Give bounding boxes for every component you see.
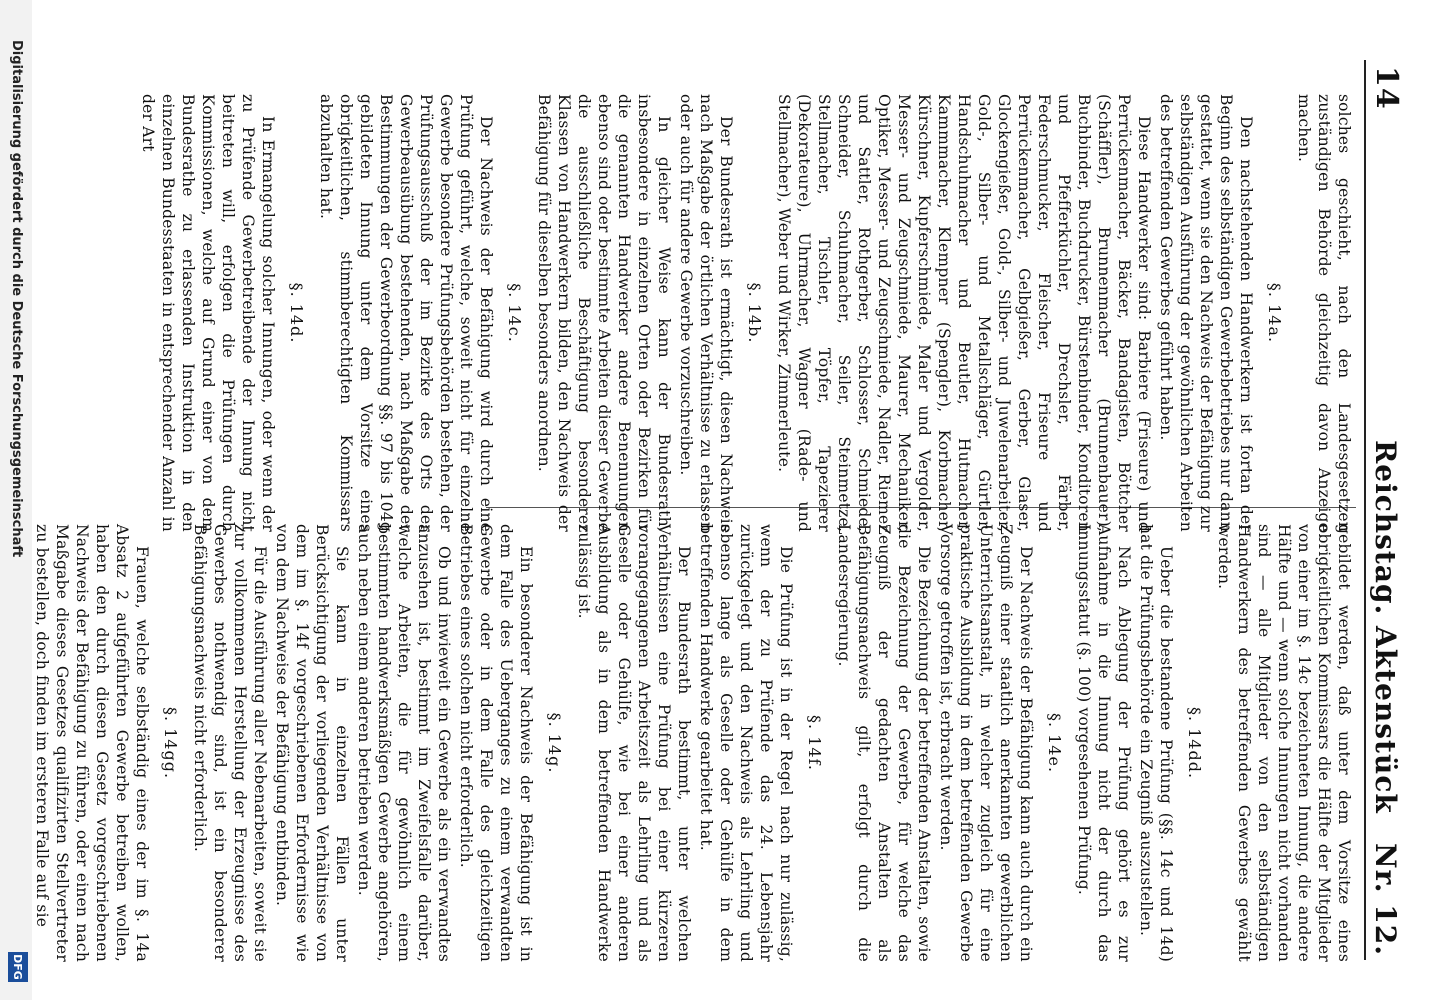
paragraph: Ein besonderer Nachweis der Befähigung ist in dem Falle des Ueberganges zu einem verwandten Gewerbe oder in dem Falle des gleichzeitigen Betriebes eines solchen nicht erforderlich. (457, 524, 535, 962)
page-number: 14 (1369, 66, 1404, 110)
dfg-logo: DFG (8, 952, 28, 982)
paragraph: Ob und inwieweit ein Gewerbe als ein verwandtes anzusehen ist, bestimmt im Zweifelsfalle darüber, welche Arbeiten, die für gewöhnlich einem bestimmten handwerksmäßigen Gewerbe angehören, auch neben einem anderen betrieben werden. (355, 524, 453, 962)
paragraph: gebildet werden, daß unter dem Vorsitze eines obrigkeitlichen Kommissars die Hälfte der Mitglieder von einer im §. 14c bezeichneten Innung, die andere Hälfte und — wenn solche Innungen nicht vorhanden sind — alle Mitglieder von den selbständigen Handwerkern des betreffenden Gewerbes gewählt werden. (1215, 524, 1353, 962)
section-heading: §. 14e. (1045, 712, 1064, 774)
paragraph: Der Bundesrath bestimmt, unter welchen Verhältnissen eine Prüfung bei einer kürzeren vorangegangenen Arbeitszeit als Lehrling und als Geselle oder Gehülfe, wie bei einer anderen Ausbildung als in dem betreffenden Handwerke zulässig ist. (575, 524, 693, 962)
page-title: Reichstag. Aktenstück (1369, 440, 1402, 814)
section-heading: §. 14g. (545, 712, 564, 774)
section-heading: §. 14gg. (161, 706, 180, 780)
section-heading: §. 14a. (1265, 282, 1284, 344)
running-head (1364, 60, 1406, 960)
left-column (136, 94, 1354, 532)
paragraph: Die Bezeichnung der betreffenden Anstalten, sowie die Bezeichnung der Gewerbe, für welche das Zeugniß der gedachten Anstalten als Befähigungsnachweis gilt, erfolgt durch die Landesregierung. (835, 524, 933, 962)
section-heading: §. 14c. (505, 283, 524, 343)
section-heading: §. 14d. (287, 282, 306, 344)
section-heading: §. 14dd. (1185, 706, 1204, 780)
right-column (30, 524, 1354, 962)
paragraph: Frauen, welche selbständig eines der im §. 14a Absatz 2 aufgeführten Gewerbe betreiben wollen, haben den durch diesen Gesetz vorgeschriebenen Nachweis der Befähigung zu führen, oder einen nach Maßgabe dieses Gesetzes qualifizirten Stellvertreter zu bestellen, doch finden im ersteren Falle auf sie (33, 524, 151, 962)
paragraph: Die Prüfung ist in der Regel nach nur zulässig, wenn der zu Prüfende das 24. Lebensjahr zurückgelegt und den Nachweis als Lehrling und ebenso lange als Geselle oder Gehülfe in dem betreffenden Handwerke gearbeitet hat. (697, 524, 795, 962)
paragraph: Der Nachweis der Befähigung kann auch durch ein Zeugniß einer staatlich anerkannten gewerblichen Unterrichtsanstalt, in welcher zugleich für eine praktische Ausbildung in dem betreffenden Gewerbe Vorsorge getroffen ist, erbracht werden. (937, 524, 1035, 962)
issue-number: Nr. 12. (1369, 843, 1402, 956)
paragraph: Sie kann in einzelnen Fällen unter Berücksichtigung der vorliegenden Verhältnisse von dem im §. 14f vorgeschriebenen Erfordernisse wie von dem Nachweise der Befähigung entbinden. (273, 524, 351, 962)
paragraph: Der Nachweis der Befähigung wird durch eine Prüfung geführt, welche, soweit nicht für einzelne Gewerbe besondere Prüfungsbehörden bestehen, der Prüfungsausschuß der im Bezirke des Orts der Gewerbeausübung bestehenden, nach Maßgabe der Bestimmungen der Gewerbeordnung §§. 97 bis 104g gebildeten Innung unter dem Vorsitze eines obrigkeitlichen, stimmberechtigten Kommissars abzuhalten hat. (317, 94, 495, 532)
paragraph: Für die Ausführung aller Nebenarbeiten, soweit sie zur vollkommenen Herstellung der Erzeugnisse des Gewerbes nothwendig sind, ist ein besonderer Befähigungsnachweis nicht erforderlich. (191, 524, 269, 962)
paragraph: In Ermangelung solcher Innungen, oder wenn der zu Prüfende Gewerbetreibende der Innung nicht beitreten will, erfolgen die Prüfungen durch Kommissionen, welche auf Grund einer von dem Bundesrathe zu erlassenden Instruktion in den einzelnen Bundesstaaten in entsprechender Anzahl in der Art (139, 94, 277, 532)
paragraph: Nach Ablegung der Prüfung gehört es zur Aufnahme in die Innung nicht der durch das Innungsstatut (§. 100) vorgesehenen Prüfung. (1075, 524, 1133, 962)
paragraph: solches geschieht, nach den Landesgesetzen zuständigen Behörde gleichzeitig davon Anzeige machen. (1295, 94, 1353, 532)
paragraph: Diese Handwerker sind: Barbiere (Friseure) und Perrückenmacher, Bäcker, Bandagisten, Böttcher (Schäffler), Brunnenmacher (Brunnenbauer), Buchbinder, Buchdrucker, Bürstenbinder, Konditoren und Pfefferküchler, Drechsler, Färber, Federschmucker, Fleischer, Friseure und Perrückenmacher, Gelbgießer, Gerber, Glaser, Glockengießer, Gold-, Silber- und Juwelenarbeiter, Gold-, Silber- und Metallschläger, Gürtler, Handschuhmacher und Beutler, Hutmacher, Kammmacher, Klempner (Spengler), Korbmacher, Kürschner, Kupferschmiede, Maler und Vergolder, Messer- und Zeugschmiede, Maurer, Mechaniker, Optiker, Messer- und Zeugschmiede, Nadler, Riemer und Sattler, Rothgerber, Schlosser, Schmiede, Schneider, Schuhmacher, Seiler, Steinmetze, Stellmacher, Tischler, Töpfer, Tapezierer (Dekorateure), Uhrmacher, Wagner (Rade- und Stellmacher), Weber und Wirker, Zimmerleute. (775, 94, 1153, 532)
paragraph: Den nachstehenden Handwerkern ist fortan der Beginn des selbständigen Gewerbebetriebes nur dann gestattet, wenn sie den Nachweis der Befähigung zur selbständigen Ausführung der gewöhnlichen Arbeiten des betreffenden Gewerbes geführt haben. (1157, 94, 1255, 532)
digitization-credit: Digitalisierung gefördert durch die Deutsche Forschungsgemeinschaft (9, 40, 24, 558)
paragraph: Der Bundesrath ist ermächtigt, diesen Nachweis nach Maßgabe der örtlichen Verhältnisse zu erlassen oder auch für andere Gewerbe vorzuschreiben. (677, 94, 735, 532)
section-heading: §. 14b. (745, 282, 764, 344)
section-heading: §. 14f. (805, 715, 824, 771)
paragraph: Ueber die bestandene Prüfung (§§. 14c und 14d) hat die Prüfungsbehörde ein Zeugniß auszustellen. (1137, 524, 1175, 962)
paragraph: In gleicher Weise kann der Bundesrath, insbesondere in einzelnen Orten oder Bezirken für die genannten Handwerker andere Benennungen ebenso sind oder bestimmte Arbeiten dieser Gewerbe die ausschließliche Beschäftigung besonderer Klassen von Handwerkern bilden, den Nachweis der Befähigung für dieselben besonders anordnen. (535, 94, 673, 532)
